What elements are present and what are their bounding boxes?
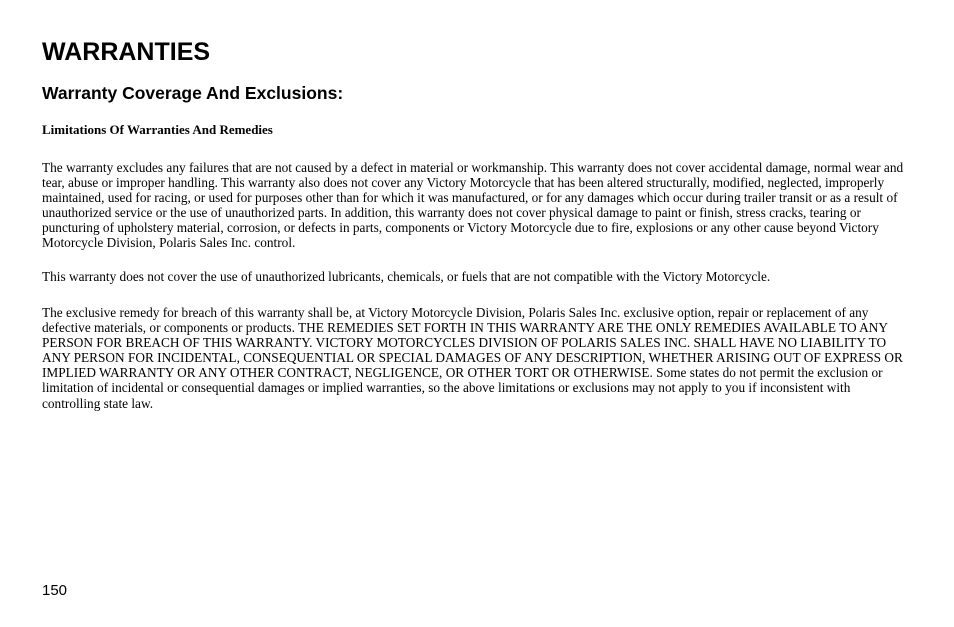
section-title: Warranty Coverage And Exclusions: [42, 83, 344, 103]
page-number: 150 [42, 582, 68, 599]
chapter-title: WARRANTIES [42, 38, 211, 66]
paragraph-lubricants: This warranty does not cover the use of unauthorized lubricants, chemicals, or fuels that are not compatible with the Victory Motorcycle. [42, 269, 771, 284]
paragraph-remedies: The exclusive remedy for breach of this warranty shall be, at Victory Motorcycle Division, Polaris Sales Inc. exclusive option, repair or replacement of any defective materials, or components or products. THE REMEDIES SET FORTH IN THIS WARRANTY ARE THE ONLY REMEDIES AVAILABLE TO ANY PERSON FOR BREACH OF THIS WARRANTY. VICTORY MOTORCYCLES DIVISION OF POLARIS SALES INC. SHALL HAVE NO LIABILITY TO ANY PERSON FOR INCIDENTAL, CONSEQUENTIAL OR SPECIAL DAMAGES OF ANY DESCRIPTION, WHETHER ARISING OUT OF EXPRESS OR IMPLIED WARRANTY OR ANY OTHER CONTRACT, NEGLIGENCE, OR OTHER TORT OR OTHERWISE. Some states do not permit the exclusion or limitation of incidental or consequential damages or implied warranties, so the above limitations or exclusions may not apply to you if inconsistent with controlling state law. [42, 305, 903, 411]
paragraph-exclusions: The warranty excludes any failures that are not caused by a defect in material or workmanship. This warranty does not cover accidental damage, normal wear and tear, abuse or improper handling. This warranty also does not cover any Victory Motorcycle that has been altered structurally, modified, neglected, improperly maintained, used for racing, or used for purposes other than for which it was manufactured, or for any damages which occur during trailer transit or as a result of unauthorized service or the use of unauthorized parts. In addition, this warranty does not cover physical damage to paint or finish, stress cracks, tearing or puncturing of upholstery material, corrosion, or defects in parts, components or Victory Motorcycle due to fire, explosions or any other cause beyond Victory Motorcycle Division, Polaris Sales Inc. control. [42, 160, 904, 251]
subsection-title: Limitations Of Warranties And Remedies [42, 122, 273, 137]
